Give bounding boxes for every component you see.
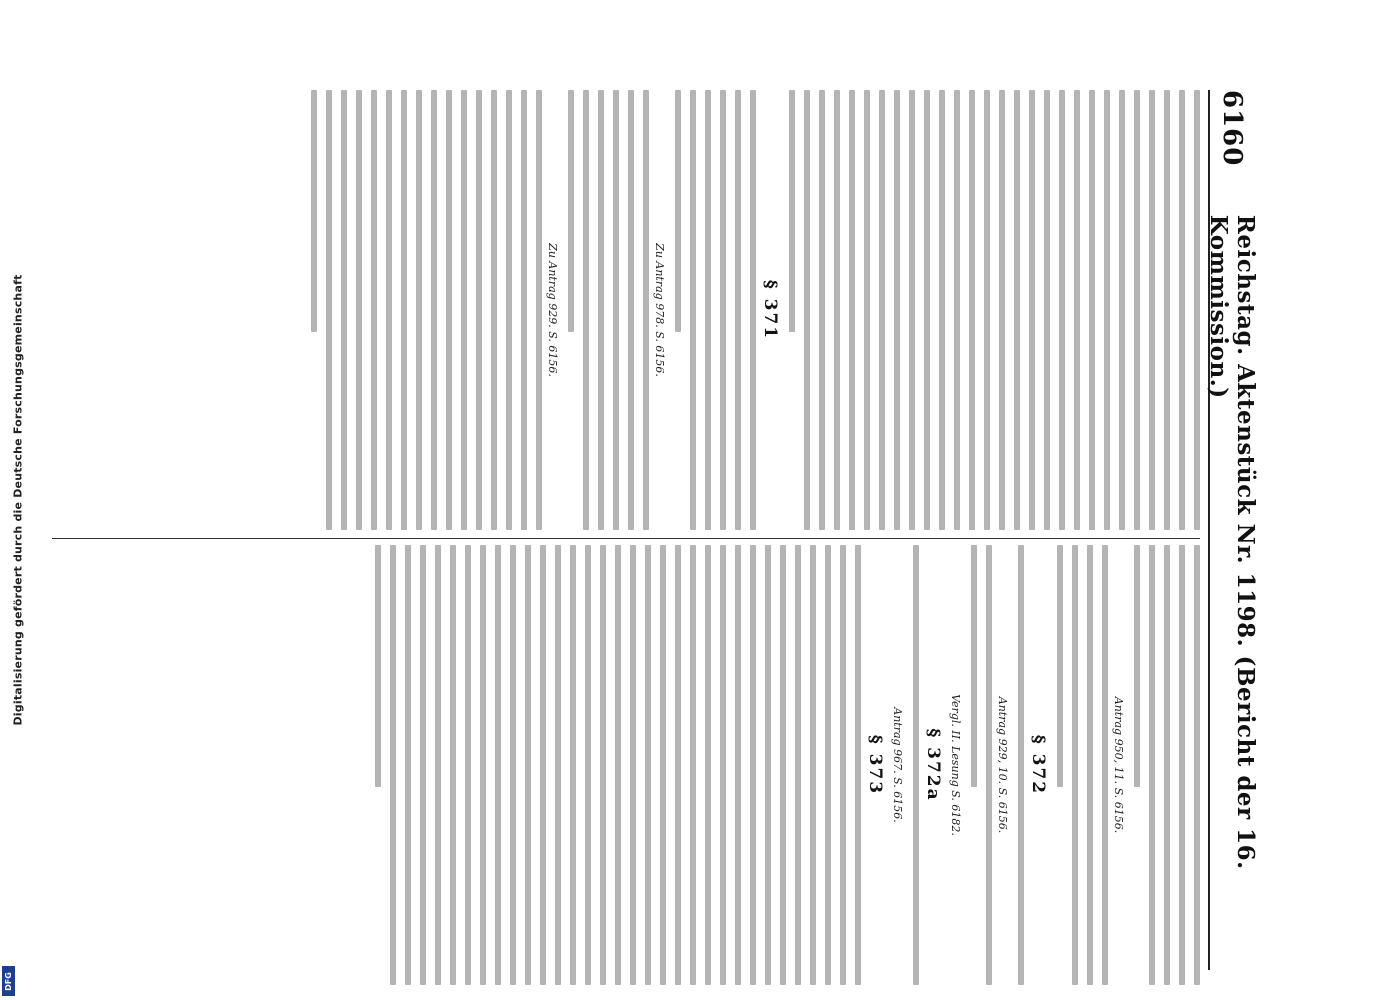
text-line-placeholder [615,545,621,985]
text-line-placeholder [986,545,992,985]
text-line-placeholder [435,545,441,985]
text-line-placeholder [825,545,831,985]
text-line-placeholder [401,90,407,530]
page-header [1205,90,1259,970]
text-line-placeholder [999,90,1005,530]
text-line-placeholder [969,90,975,530]
text-line-placeholder [675,90,681,332]
column-rule [52,538,1200,539]
text-line-placeholder [1194,90,1200,530]
text-line-placeholder [1018,545,1024,985]
text-line-placeholder [1119,90,1125,530]
dfg-logo [2,966,15,996]
reference-line: Zu Antrag 929. S. 6156. [546,243,559,377]
text-line-placeholder [1134,90,1140,530]
text-line-placeholder [375,545,381,787]
text-line-placeholder [864,90,870,530]
text-line-placeholder [431,90,437,530]
text-line-placeholder [690,90,696,530]
text-line-placeholder [536,90,542,530]
section-heading: § 373 [865,734,885,796]
text-line-placeholder [371,90,377,530]
text-line-placeholder [705,545,711,985]
text-line-placeholder [1179,545,1185,985]
page-number: 6160 [1217,90,1247,167]
text-block [311,90,542,530]
text-line-placeholder [750,90,756,530]
text-line-placeholder [789,90,795,332]
text-line-placeholder [568,90,574,332]
text-line-placeholder [939,90,945,530]
text-line-placeholder [356,90,362,530]
text-line-placeholder [765,545,771,985]
text-block [675,90,756,530]
text-line-placeholder [583,90,589,530]
text-block [971,545,992,985]
text-line-placeholder [570,545,576,985]
text-line-placeholder [465,545,471,985]
text-line-placeholder [1087,545,1093,985]
text-line-placeholder [405,545,411,985]
text-line-placeholder [1102,545,1108,985]
text-line-placeholder [780,545,786,985]
text-line-placeholder [675,545,681,985]
text-line-placeholder [1059,90,1065,530]
text-line-placeholder [341,90,347,530]
text-line-placeholder [386,90,392,530]
text-line-placeholder [540,545,546,985]
text-line-placeholder [705,90,711,530]
text-line-placeholder [984,90,990,530]
text-line-placeholder [750,545,756,985]
text-line-placeholder [1179,90,1185,530]
text-line-placeholder [894,90,900,530]
text-line-placeholder [390,545,396,985]
text-line-placeholder [1074,90,1080,530]
section-heading: § 371 [760,279,780,341]
text-line-placeholder [819,90,825,530]
text-line-placeholder [326,90,332,530]
text-line-placeholder [720,90,726,530]
text-line-placeholder [630,545,636,985]
reference-line: Vergl. II. Lesung S. 6182. [949,694,962,836]
text-line-placeholder [480,545,486,985]
dfg-logo-text: DFG [4,971,14,991]
text-line-placeholder [461,90,467,530]
text-line-placeholder [613,90,619,530]
text-line-placeholder [909,90,915,530]
text-line-placeholder [1164,90,1170,530]
text-line-placeholder [521,90,527,530]
text-line-placeholder [446,90,452,530]
text-line-placeholder [855,545,861,985]
text-line-placeholder [420,545,426,985]
text-line-placeholder [971,545,977,787]
text-line-placeholder [643,90,649,530]
text-line-placeholder [879,90,885,530]
text-block [913,545,919,985]
text-line-placeholder [1194,545,1200,985]
right-column [52,545,1200,985]
text-line-placeholder [1149,545,1155,985]
text-block [1018,545,1024,985]
text-block [375,545,861,985]
text-line-placeholder [476,90,482,530]
text-line-placeholder [1134,545,1140,787]
text-line-placeholder [495,545,501,985]
text-line-placeholder [1149,90,1155,530]
text-line-placeholder [735,545,741,985]
text-line-placeholder [600,545,606,985]
text-line-placeholder [1044,90,1050,530]
text-line-placeholder [913,545,919,985]
text-line-placeholder [804,90,810,530]
text-line-placeholder [924,90,930,530]
digitization-credit: Digitalisierung gefördert durch die Deutsche Forschungsgemeinschaft [11,274,25,726]
text-line-placeholder [660,545,666,985]
text-line-placeholder [735,90,741,530]
text-line-placeholder [840,545,846,985]
text-line-placeholder [1029,90,1035,530]
text-block [1057,545,1108,985]
text-line-placeholder [450,545,456,985]
section-heading: § 372a [923,728,943,802]
text-line-placeholder [810,545,816,985]
text-line-placeholder [1089,90,1095,530]
text-line-placeholder [555,545,561,985]
text-line-placeholder [1014,90,1020,530]
text-line-placeholder [510,545,516,985]
text-line-placeholder [311,90,317,332]
text-line-placeholder [1164,545,1170,985]
text-line-placeholder [525,545,531,985]
text-line-placeholder [645,545,651,985]
left-column [52,90,1200,530]
text-line-placeholder [506,90,512,530]
text-block [789,90,1200,530]
text-line-placeholder [849,90,855,530]
reference-line: Antrag 950, 11. S. 6156. [1112,696,1125,834]
text-line-placeholder [834,90,840,530]
text-line-placeholder [954,90,960,530]
text-line-placeholder [1104,90,1110,530]
text-line-placeholder [690,545,696,985]
rotated-page [32,0,1272,1000]
text-line-placeholder [720,545,726,985]
text-line-placeholder [416,90,422,530]
text-line-placeholder [491,90,497,530]
text-block [568,90,649,530]
reference-line: Antrag 929, 10. S. 6156. [996,696,1009,834]
running-title: Reichstag. Aktenstück Nr. 1198. (Bericht der 16. Kommission.) [1205,214,1259,870]
text-line-placeholder [795,545,801,985]
text-line-placeholder [1057,545,1063,787]
text-line-placeholder [585,545,591,985]
text-line-placeholder [1072,545,1078,985]
section-heading: § 372 [1028,734,1048,796]
text-block [1134,545,1200,985]
text-line-placeholder [628,90,634,530]
reference-line: Antrag 967. S. 6156. [891,707,904,823]
text-line-placeholder [598,90,604,530]
reference-line: Zu Antrag 978. S. 6156. [653,243,666,377]
